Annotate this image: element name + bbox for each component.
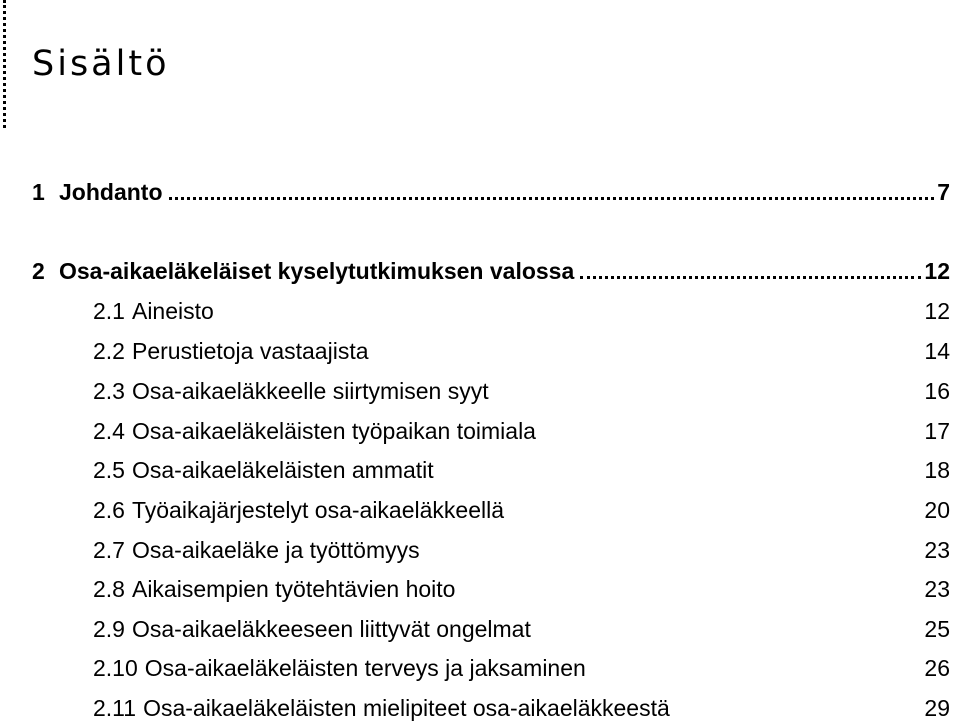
toc-section-title: Osa-aikaeläkeläisten mielipiteet osa-aikaeläkkeestä	[143, 695, 670, 721]
dot-leader	[169, 196, 935, 200]
toc-section-number: 2.6	[93, 497, 125, 523]
toc-section-2-1[interactable]	[93, 297, 950, 325]
toc-section-2-9[interactable]	[93, 615, 950, 643]
toc-section-title: Työaikajärjestelyt osa-aikaeläkkeellä	[131, 497, 505, 523]
toc-page-number: 23	[924, 537, 950, 563]
toc-chapter-title: Osa-aikaeläkeläiset kyselytutkimuksen valossa	[59, 258, 575, 284]
toc-page-number: 12	[924, 258, 950, 284]
toc-section-number: 2.2	[93, 338, 125, 364]
toc-section-2-11[interactable]	[93, 694, 950, 722]
toc-page-number: 25	[924, 616, 950, 642]
toc-chapter-number: 2	[32, 258, 45, 284]
toc-section-title: Osa-aikaeläkeläisten ammatit	[131, 457, 434, 483]
toc-page-number: 23	[924, 576, 950, 602]
toc-section-2-2[interactable]	[93, 337, 950, 365]
toc-section-title: Osa-aikaeläkkeeseen liittyvät ongelmat	[131, 616, 531, 642]
page-title: Sisältö	[32, 44, 170, 84]
toc-section-number: 2.4	[93, 418, 125, 444]
toc-section-number: 2.1	[93, 298, 125, 324]
toc-page-number: 16	[924, 378, 950, 404]
toc-page-number: 7	[937, 179, 950, 205]
toc-chapter-number: 1	[32, 179, 45, 205]
toc-section-number: 2.11	[93, 695, 137, 721]
toc-section-number: 2.3	[93, 378, 125, 404]
toc-page-number: 17	[924, 418, 950, 444]
toc-section-number: 2.10	[93, 655, 138, 681]
toc-section-number: 2.9	[93, 616, 125, 642]
toc-page-number: 14	[924, 338, 950, 364]
toc-page-number: 26	[924, 655, 950, 681]
toc-section-title: Aikaisempien työtehtävien hoito	[131, 576, 456, 602]
toc-chapter-title: Johdanto	[59, 179, 163, 205]
dot-leader	[580, 275, 921, 279]
toc-section-title: Osa-aikaeläke ja työttömyys	[131, 537, 420, 563]
toc-section-2-5[interactable]	[93, 456, 950, 484]
toc-section-2-4[interactable]	[93, 417, 950, 445]
toc-chapter-2[interactable]	[32, 257, 950, 285]
toc-chapter-1[interactable]	[32, 178, 950, 206]
toc-section-2-10[interactable]	[93, 654, 950, 682]
toc-page-number: 29	[924, 695, 950, 721]
toc-section-2-3[interactable]	[93, 377, 950, 405]
toc-section-title: Osa-aikaeläkkeelle siirtymisen syyt	[131, 378, 489, 404]
toc-section-number: 2.7	[93, 537, 125, 563]
toc-section-title: Aineisto	[131, 298, 214, 324]
toc-page-number: 18	[924, 457, 950, 483]
toc-section-2-6[interactable]	[93, 496, 950, 524]
toc-page-number: 12	[924, 298, 950, 324]
toc-section-title: Perustietoja vastaajista	[131, 338, 369, 364]
toc-section-number: 2.8	[93, 576, 125, 602]
toc-section-number: 2.5	[93, 457, 125, 483]
toc-section-2-7[interactable]	[93, 536, 950, 564]
toc-section-2-8[interactable]	[93, 575, 950, 603]
toc-section-title: Osa-aikaeläkeläisten terveys ja jaksaminen	[144, 655, 586, 681]
toc-page-number: 20	[924, 497, 950, 523]
toc-section-title: Osa-aikaeläkeläisten työpaikan toimiala	[131, 418, 536, 444]
